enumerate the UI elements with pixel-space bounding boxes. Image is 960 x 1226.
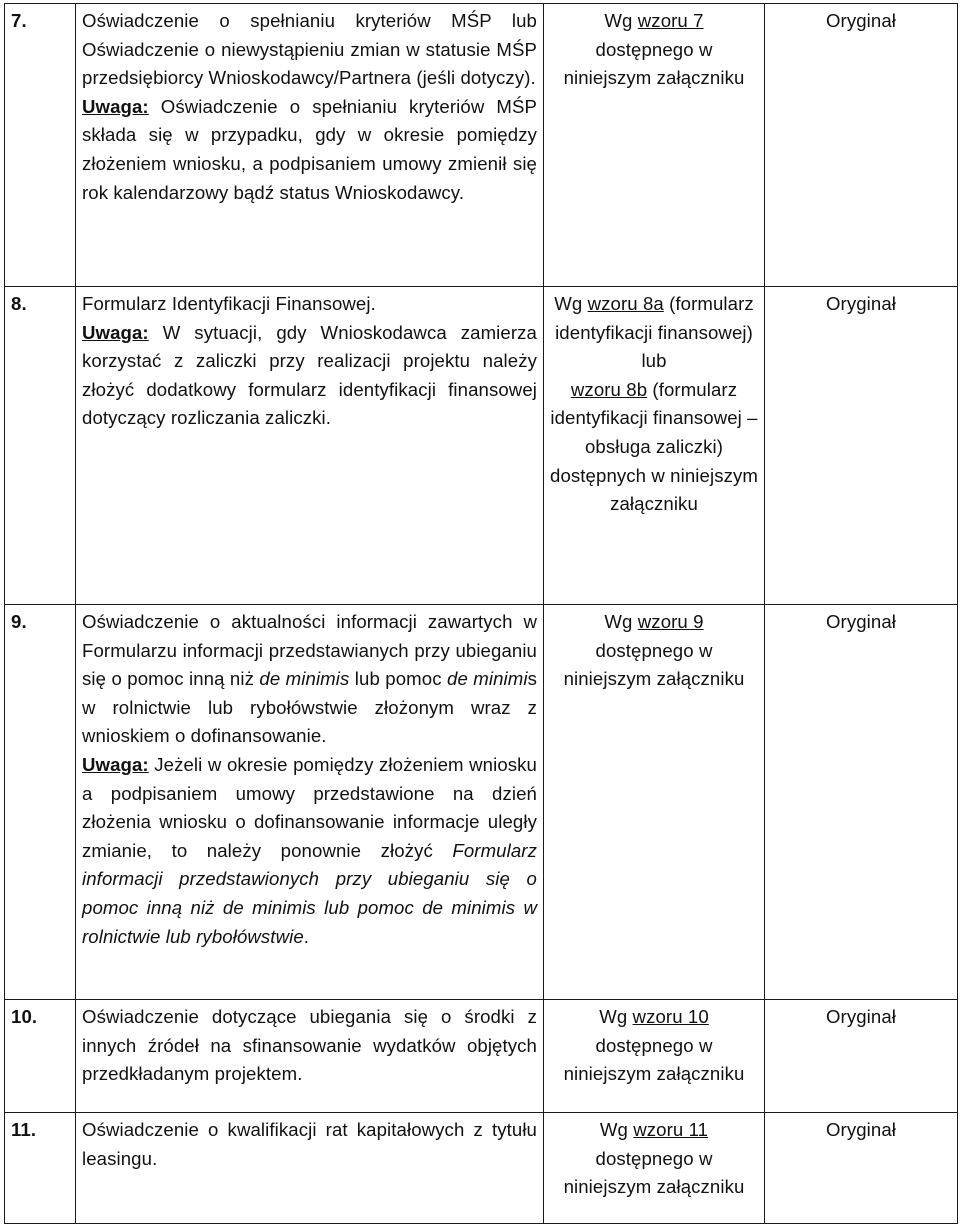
note-label: Uwaga:: [82, 321, 149, 343]
row-form-reference: [544, 1000, 765, 1113]
row-description: [76, 1000, 544, 1113]
row-form-reference: [544, 4, 765, 287]
form-prefix: Wg: [604, 611, 638, 632]
italic-form-title: Formularz informacji przedstawionych przy ubieganiu się o pomoc inną niż de minimis lub pomoc de minimis w rolnictwie lub rybołówstwie: [82, 839, 537, 947]
row-document-type: Oryginał: [765, 1113, 958, 1224]
description-text: s w rolnictwie lub rybołówstwie złożonym wraz z wnioskiem o dofinansowanie.: [82, 668, 537, 747]
row-number: 9.: [5, 605, 76, 1000]
template-link-9[interactable]: wzoru 9: [637, 611, 704, 632]
italic-term: de minimis: [259, 668, 350, 690]
form-middle: (formularz identyfikacji finansowej) lub: [555, 293, 754, 372]
row-number: 8.: [5, 287, 76, 605]
row-number: 7.: [5, 4, 76, 287]
table-row: [5, 287, 958, 605]
row-form-reference: [544, 1113, 765, 1224]
form-suffix: (formularz identyfikacji finansowej – obsługa zaliczki) dostępnych w niniejszym załączniku: [550, 378, 758, 515]
row-description: [76, 4, 544, 287]
row-description: [76, 1113, 544, 1224]
row-form-reference: [544, 287, 765, 605]
table-row: [5, 1113, 958, 1224]
description-text: Formularz Identyfikacji Finansowej.: [82, 293, 376, 314]
note-text: W sytuacji, gdy Wnioskodawca zamierza korzystać z zaliczki przy realizacji projektu należy złożyć dodatkowy formularz identyfikacji finansowej dotyczący rozliczania zaliczki.: [82, 321, 537, 429]
row-document-type: Oryginał: [765, 605, 958, 1000]
row-number: 11.: [5, 1113, 76, 1224]
template-link-8a[interactable]: wzoru 8a: [587, 293, 664, 314]
form-prefix: Wg: [554, 293, 588, 314]
row-document-type: Oryginał: [765, 4, 958, 287]
form-suffix: dostępnego w niniejszym załączniku: [563, 1147, 745, 1198]
form-prefix: Wg: [599, 1006, 633, 1027]
template-link-11[interactable]: wzoru 11: [633, 1119, 709, 1140]
description-text: Oświadczenie o aktualności informacji zawartych w Formularzu informacji przedstawianych przy ubieganiu się o pomoc inną niż: [82, 611, 537, 690]
description-text: Oświadczenie o kwalifikacji rat kapitałowych z tytułu leasingu.: [82, 1119, 537, 1169]
description-text: Oświadczenie o spełnianiu kryteriów MŚP lub Oświadczenie o niewystąpieniu zmian w statusie MŚP przedsiębiorcy Wnioskodawcy/Partnera (jeśli dotyczy).: [82, 10, 537, 89]
form-suffix: dostępnego w niniejszym załączniku: [563, 38, 745, 89]
row-form-reference: [544, 605, 765, 1000]
row-description: [76, 605, 544, 1000]
description-text: lub pomoc: [349, 668, 447, 690]
note-text-end: .: [303, 925, 310, 947]
note-label: Uwaga:: [82, 95, 149, 117]
table-row: [5, 4, 958, 287]
row-number: 10.: [5, 1000, 76, 1113]
row-document-type: Oryginał: [765, 287, 958, 605]
attachments-table: [4, 3, 958, 1224]
italic-term: de minimi: [447, 668, 528, 690]
table-row: [5, 1000, 958, 1113]
form-suffix: dostępnego w niniejszym załączniku: [563, 1034, 745, 1085]
description-text: Oświadczenie dotyczące ubiegania się o środki z innych źródeł na sfinansowanie wydatków objętych przedkładanym projektem.: [82, 1006, 537, 1085]
form-suffix: dostępnego w niniejszym załączniku: [563, 639, 745, 690]
form-prefix: Wg: [604, 10, 638, 31]
template-link-10[interactable]: wzoru 10: [632, 1006, 709, 1027]
note-text: Oświadczenie o spełnianiu kryteriów MŚP składa się w przypadku, gdy w okresie pomiędzy złożeniem wniosku, a podpisaniem umowy zmienił się rok kalendarzowy bądź status Wnioskodawcy.: [82, 95, 537, 203]
form-prefix: Wg: [599, 1119, 634, 1140]
row-description: [76, 287, 544, 605]
template-link-8b[interactable]: wzoru 8b: [570, 378, 648, 400]
note-label: Uwaga:: [82, 753, 149, 775]
note-text: Jeżeli w okresie pomiędzy złożeniem wniosku a podpisaniem umowy przedstawione na dzień złożenia wniosku o dofinansowanie informacje uległy zmianie, to należy ponownie złożyć: [82, 753, 537, 861]
row-document-type: Oryginał: [765, 1000, 958, 1113]
table-row: [5, 605, 958, 1000]
template-link-7[interactable]: wzoru 7: [637, 10, 704, 31]
